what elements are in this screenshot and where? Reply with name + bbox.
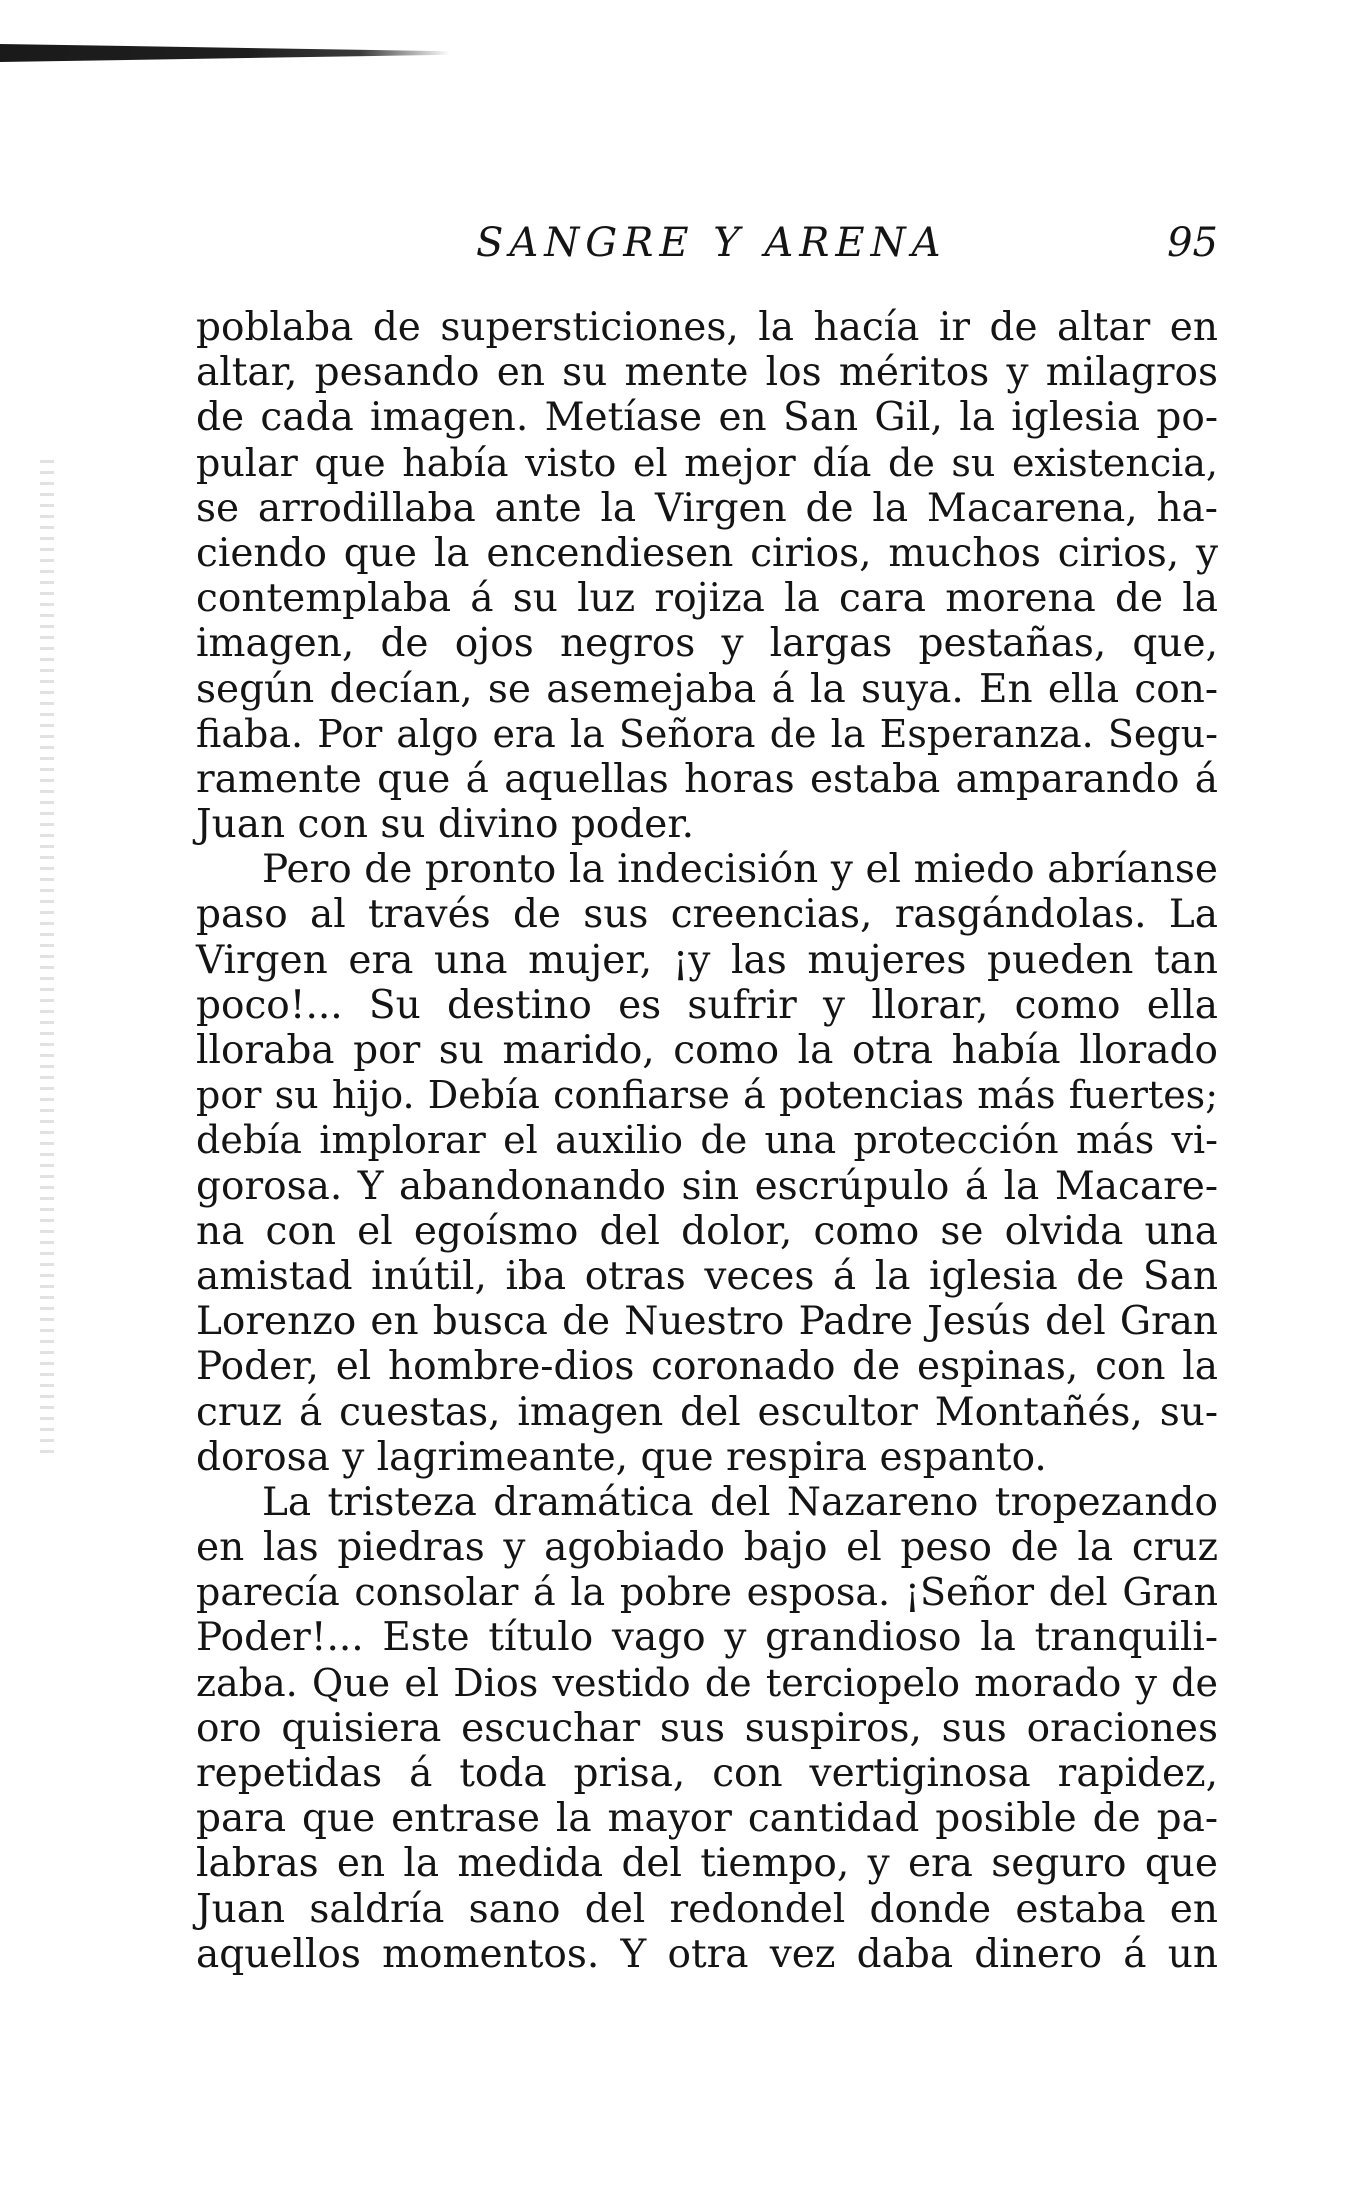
text-line: La tristeza dramática del Nazareno tropezando (262, 1479, 1218, 1525)
text-line: parecía consolar á la pobre esposa. ¡Señor del Gran (196, 1570, 1218, 1615)
text-line: lloraba por su marido, como la otra había llorado (196, 1028, 1218, 1073)
text-line: en las piedras y agobiado bajo el peso de la cruz (196, 1525, 1218, 1571)
text-line: ciendo que la encendiesen cirios, muchos cirios, y (196, 530, 1218, 576)
page-edge-shadow (40, 460, 54, 1460)
text-line: pular que había visto el mejor día de su existencia, (196, 440, 1218, 485)
text-line: se arrodillaba ante la Virgen de la Macarena, ha- (196, 485, 1218, 531)
text-line: fiaba. Por algo era la Señora de la Esperanza. Segu- (196, 711, 1218, 756)
text-line: gorosa. Y abandonando sin escrúpulo á la Macare- (196, 1163, 1218, 1209)
text-line: Poder!... Este título vago y grandioso la tranquili- (196, 1615, 1218, 1661)
text-line: Juan con su divino poder. (196, 802, 695, 848)
text-line: poco!... Su destino es sufrir y llorar, como ella (196, 982, 1218, 1028)
text-line: Pero de pronto la indecisión y el miedo abríanse (262, 847, 1218, 893)
text-line: Virgen era una mujer, ¡y las mujeres pueden tan (196, 937, 1218, 983)
body-text (196, 305, 1218, 1977)
text-line: por su hijo. Debía confiarse á potencias más fuertes; (196, 1073, 1218, 1118)
text-line: Juan saldría sano del redondel donde estaba en (196, 1886, 1218, 1932)
text-line: Lorenzo en busca de Nuestro Padre Jesús del Gran (196, 1299, 1218, 1345)
text-line: amistad inútil, iba otras veces á la iglesia de San (196, 1253, 1218, 1299)
text-line: ramente que á aquellas horas estaba amparando á (196, 756, 1218, 802)
text-line: contemplaba á su luz rojiza la cara morena de la (196, 576, 1218, 622)
text-line: oro quisiera escuchar sus suspiros, sus oraciones (196, 1705, 1218, 1751)
text-line: zaba. Que el Dios vestido de terciopelo morado y de (196, 1660, 1218, 1705)
text-line: altar, pesando en su mente los méritos y milagros (196, 350, 1218, 396)
text-line: dorosa y lagrimeante, que respira espanto. (196, 1434, 1047, 1480)
text-line: aquellos momentos. Y otra vez daba dinero á un (196, 1931, 1218, 1977)
text-line: según decían, se asemejaba á la suya. En ella con- (196, 666, 1218, 712)
text-line: na con el egoísmo del dolor, como se olvida una (196, 1208, 1218, 1254)
text-line: cruz á cuestas, imagen del escultor Montañés, su- (196, 1389, 1218, 1435)
text-line: Poder, el hombre-dios coronado de espinas, con la (196, 1344, 1218, 1390)
text-line: poblaba de supersticiones, la hacía ir de altar en (196, 305, 1218, 350)
text-line: paso al través de sus creencias, rasgándolas. La (196, 892, 1218, 938)
text-line: para que entrase la mayor cantidad posible de pa- (196, 1796, 1218, 1842)
text-line: debía implorar el auxilio de una protección más vi- (196, 1118, 1218, 1163)
top-scan-rule (0, 44, 450, 62)
text-line: de cada imagen. Metíase en San Gil, la iglesia po- (196, 395, 1218, 441)
header-title: SANGRE Y ARENA (476, 220, 947, 266)
text-line: repetidas á toda prisa, con vertiginosa rapidez, (196, 1751, 1218, 1796)
text-line: labras en la medida del tiempo, y era seguro que (196, 1841, 1218, 1887)
running-head (196, 218, 1218, 268)
text-line: imagen, de ojos negros y largas pestañas, que, (196, 621, 1218, 667)
page-number: 95 (1167, 220, 1218, 266)
